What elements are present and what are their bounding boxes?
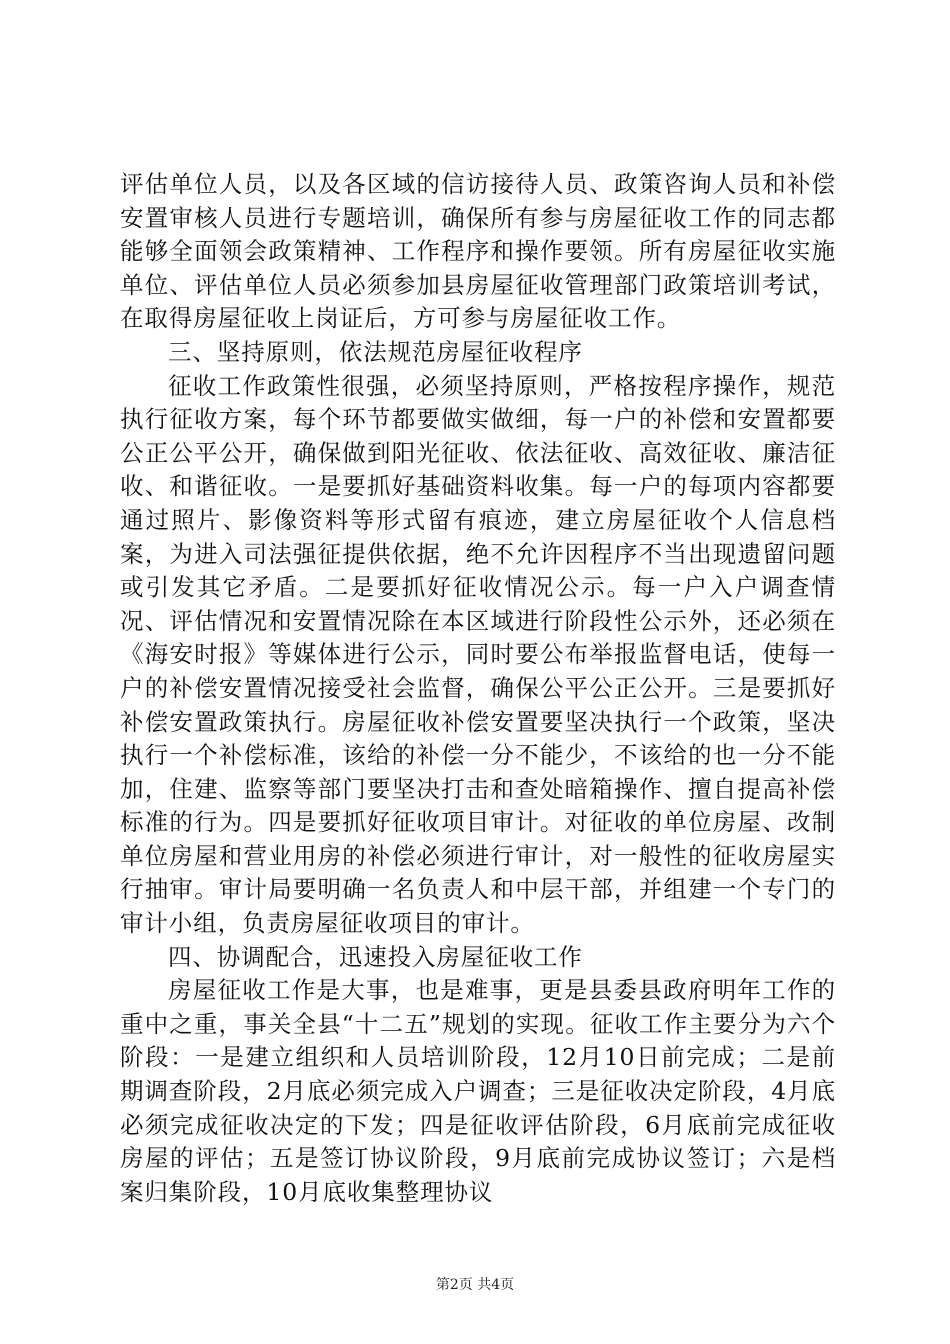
page-number-footer: 第2页 共4页 (435, 1277, 515, 1293)
document-body (120, 168, 836, 1209)
section-heading-4: 四、协调配合，迅速投入房屋征收工作 (168, 942, 583, 971)
paragraph-section-4-body: 房屋征收工作是大事，也是难事，更是县委县政府明年工作的重中之重，事关全县“十二五”规划的实现。征收工作主要分为六个阶段：一是建立组织和人员培训阶段，12月10日前完成；二是前期调查阶段，2月底必须完成入户调查；三是征收决定阶段，4月底必须完成征收决定的下发；四是征收评估阶段，6月底前完成征收房屋的评估；五是签订协议阶段，9月底前完成协议签订；六是档案归集阶段，10月底收集整理协议 (120, 976, 836, 1206)
paragraph-continuation: 评估单位人员，以及各区域的信访接待人员、政策咨询人员和补偿安置审核人员进行专题培训，确保所有参与房屋征收工作的同志都能够全面领会政策精神、工作程序和操作要领。所有房屋征收实施单位、评估单位人员必须参加县房屋征收管理部门政策培训考试，在取得房屋征收上岗证后，方可参与房屋征收工作。 (120, 170, 836, 333)
section-heading-3: 三、坚持原则，依法规范房屋征收程序 (168, 337, 583, 366)
paragraph-section-3-body: 征收工作政策性很强，必须坚持原则，严格按程序操作，规范执行征收方案，每个环节都要做实做细，每一户的补偿和安置都要公正公平公开，确保做到阳光征收、依法征收、高效征收、廉洁征收、和谐征收。一是要抓好基础资料收集。每一户的每项内容都要通过照片、影像资料等形式留有痕迹，建立房屋征收个人信息档案，为进入司法强征提供依据，绝不允许因程序不当出现遗留问题或引发其它矛盾。二是要抓好征收情况公示。每一户入户调查情况、评估情况和安置情况除在本区域进行阶段性公示外，还必须在《海安时报》等媒体进行公示，同时要公布举报监督电话，使每一户的补偿安置情况接受社会监督，确保公平公正公开。三是要抓好补偿安置政策执行。房屋征收补偿安置要坚决执行一个政策，坚决执行一个补偿标准，该给的补偿一分不能少，不该给的也一分不能加，住建、监察等部门要坚决打击和查处暗箱操作、擅自提高补偿标准的行为。四是要抓好征收项目审计。对征收的单位房屋、改制单位房屋和营业用房的补偿必须进行审计，对一般性的征收房屋实行抽审。审计局要明确一名负责人和中层干部，并组建一个专门的审计小组，负责房屋征收项目的审计。 (120, 371, 836, 938)
